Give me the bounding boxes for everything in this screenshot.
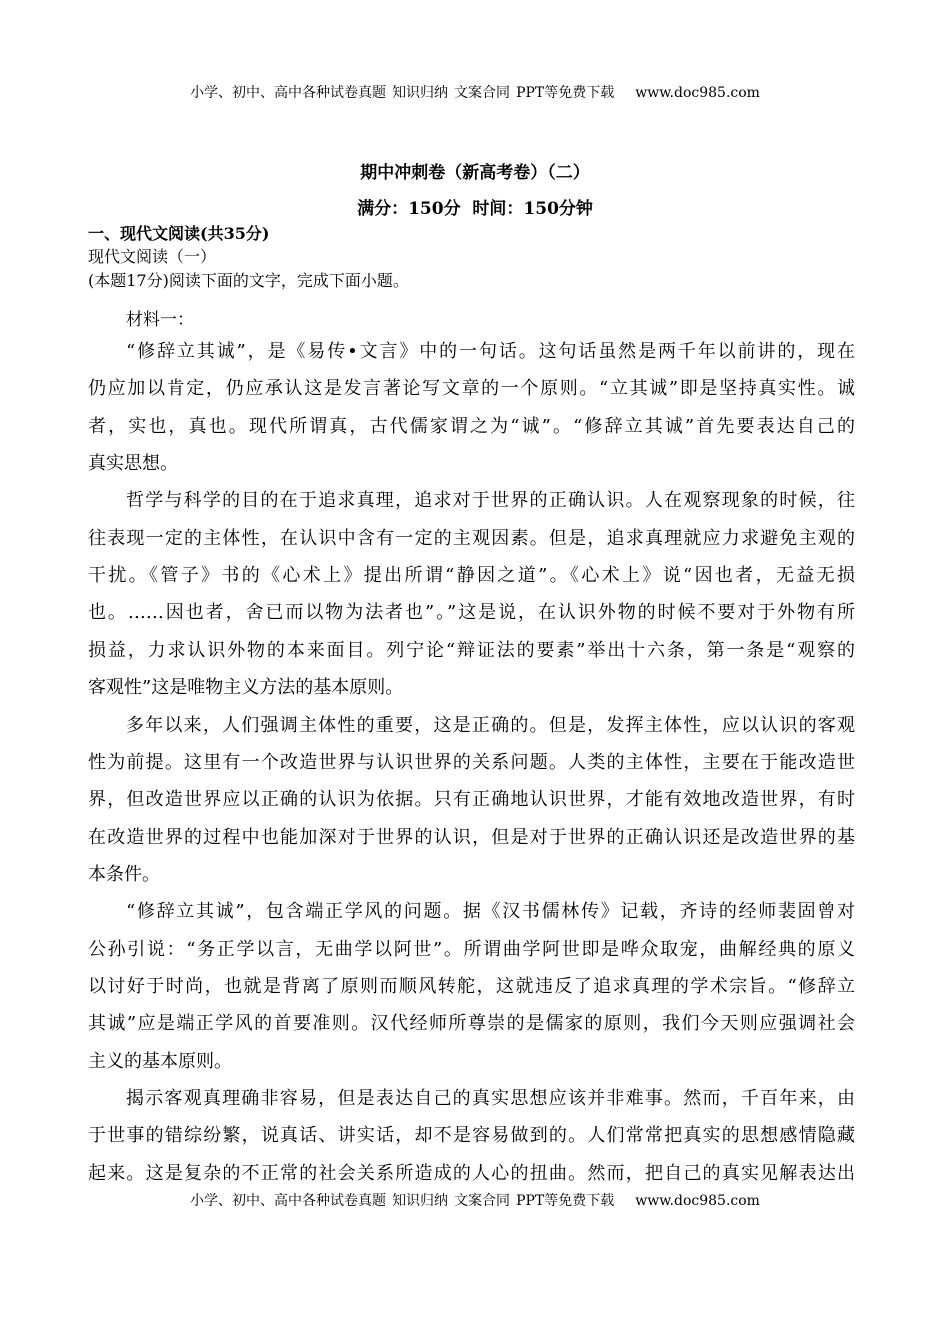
paragraph-line: “修辞立其诚”，是《易传•文言》中的一句话。这句话虽然是两千年以前讲的，现在 [126,341,855,362]
page-footer [0,1190,950,1210]
paragraph-line: 往表现一定的主体性，在认识中含有一定的主观因素。但是，追求真理就应力求避免主观的 [88,527,855,549]
section-heading: 一、现代文阅读(共35分) [88,224,270,243]
paragraph-line: 其诚”应是端正学风的首要准则。汉代经师所尊崇的是儒家的原则，我们今天则应强调社会 [88,1013,855,1035]
paragraph-line: 客观性”这是唯物主义方法的基本原则。 [88,677,404,699]
paragraph-line: 在改造世界的过程中也能加深对于世界的认识，但是对于世界的正确认识还是改造世界的基 [88,826,855,848]
page-header [0,82,950,102]
header-text: 小学、初中、高中各种试卷真题 [190,85,387,101]
header-url: www.doc985.com [635,85,760,101]
paragraph-line: 起来。这是复杂的不正常的社会关系所造成的人心的扭曲。然而，把自己的真实见解表达出 [88,1162,855,1184]
paragraph-line: 仍应加以肯定，仍应承认这是发言著论写文章的一个原则。“立其诚”即是坚持真实性。诚 [88,378,855,400]
footer-url: www.doc985.com [635,1193,760,1209]
paragraph-line: 揭示客观真理确非容易，但是表达自己的真实思想应该并非难事。然而，千百年来，由 [126,1088,855,1109]
paragraph-line: 以讨好于时尚，也就是背离了原则而顺风转舵，这就违反了追求真理的学术宗旨。“修辞立 [88,975,855,997]
doc-title: 期中冲刺卷（新高考卷）（二） [360,163,590,183]
footer-text: 小学、初中、高中各种试卷真题 [190,1193,387,1209]
paragraph-line: 哲学与科学的目的在于追求真理，追求对于世界的正确认识。人在观察现象的时候，往 [126,490,855,512]
paragraph-line: 主义的基本原则。 [88,1050,232,1072]
paragraph-line: 本条件。 [88,863,160,885]
paragraph-line: 损益，力求认识外物的本来面目。列宁论“辩证法的要素”举出十六条，第一条是“观察的 [88,639,855,661]
header-text: PPT等免费下载 [516,85,615,101]
doc-subtitle: 满分：150分 时间：150分钟 [357,199,593,219]
paragraph-line: 于世事的错综纷繁，说真话、讲实话，却不是容易做到的。人们常常把真实的思想感情隐藏 [88,1125,855,1147]
material-label: 材料一： [126,310,194,330]
instruction: (本题17分)阅读下面的文字，完成下面小题。 [88,271,409,290]
header-text: 知识归纳 [392,85,449,101]
paragraph-line: 也。……因也者，舍已而以物为法者也”。”这是说，在认识外物的时候不要对于外物有所 [88,602,855,624]
paragraph-line: 界，但改造世界应以正确的认识为依据。只有正确地认识世界，才能有效地改造世界，有时 [88,789,855,811]
footer-text: 文案合同 [454,1193,511,1209]
sub-heading: 现代文阅读（一） [88,247,217,266]
paragraph-line: 公孙引说：“务正学以言，无曲学以阿世”。所谓曲学阿世即是哗众取宠，曲解经典的原义 [88,938,855,960]
footer-text: 知识归纳 [392,1193,449,1209]
paragraph-line: 干扰。《管子》书的《心术上》提出所谓“静因之道”。《心术上》说“因也者，无益无损 [88,565,855,587]
paragraph-line: 真实思想。 [88,453,178,475]
paragraph-line: “修辞立其诚”，包含端正学风的问题。据《汉书儒林传》记载，齐诗的经师裴固曾对 [126,901,855,923]
paragraph-line: 多年以来，人们强调主体性的重要，这是正确的。但是，发挥主体性，应以认识的客观 [126,714,855,736]
header-text: 文案合同 [454,85,511,101]
paragraph-line: 者，实也，真也。现代所谓真，古代儒家谓之为“诚”。“修辞立其诚”首先要表达自己的 [88,415,855,437]
paragraph-line: 性为前提。这里有一个改造世界与认识世界的关系问题。人类的主体性，主要在于能改造世 [88,751,855,773]
footer-text: PPT等免费下载 [516,1193,615,1209]
